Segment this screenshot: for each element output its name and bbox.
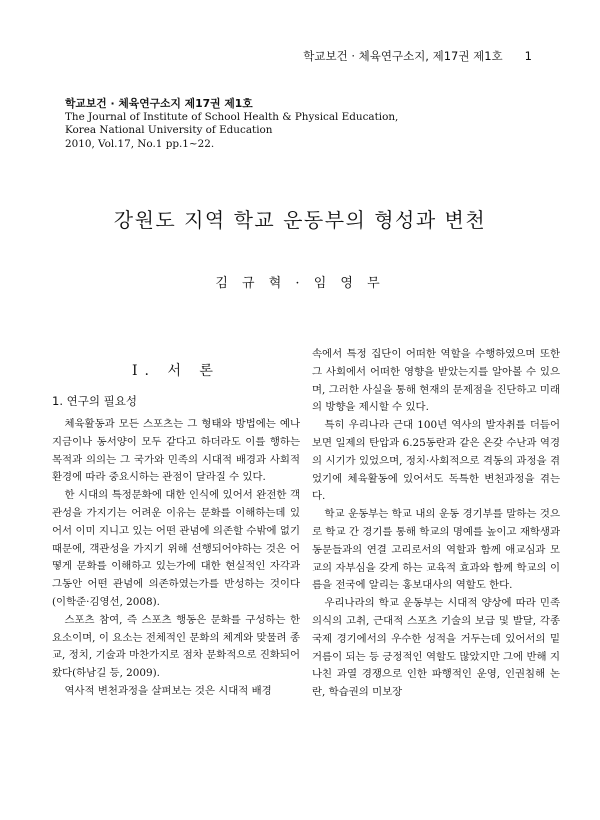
right-column — [312, 346, 560, 702]
paragraph: 역사적 변천과정을 살펴보는 것은 시대적 배경 — [64, 684, 272, 697]
paragraph: 속에서 특정 집단이 어떠한 역할을 수행하였으며 또한 그 사회에서 어떠한 영향을 받았는지를 알아볼 수 있으며, 그러한 사실을 통해 현재의 문제점을 진단하고 미래의 방향을 제시할 수 있다. — [312, 348, 560, 414]
paragraph: 한 시대의 특정문화에 대한 인식에 있어서 완전한 객관성을 가지기는 어려운 이유는 문화를 이해하는데 있어서 이미 지니고 있는 어떤 관념에 의존할 수밖에 없기 때문에, 객관성을 가지기 위해 선행되어야하는 것은 어떻게 문화를 이해하고 있는가에 대한 현실적인 자각과 그동안 어떤 관념에 의존하였는가를 반성하는 것이다(이학준·김영선, 2008). — [52, 489, 300, 608]
running-header — [303, 48, 532, 64]
subsection-heading: 1. 연구의 필요성 — [52, 394, 137, 408]
paragraph: 스포츠 참여, 즉 스포츠 행동은 문화를 구성하는 한 요소이며, 이 요소는 전체적인 문화의 체계와 맞물려 종교, 정치, 기술과 마찬가지로 점차 문화적으로 진화되어왔다(하남길 등, 2009). — [52, 613, 300, 680]
paragraph: 학교 운동부는 학교 내의 운동 경기부를 말하는 것으로 학교 간 경기를 통해 학교의 명예를 높이고 재학생과 동문들과의 연결 고리로서의 역할과 함께 애교심과 모교의 자부심을 갖게 하는 교육적 효과와 함께 학교의 이름을 전국에 알리는 홍보대사의 역할도 한다. — [312, 508, 560, 592]
paper-title: 강원도 지역 학교 운동부의 형성과 변천 — [113, 208, 487, 232]
paragraph: 특히 우리나라 근대 100년 역사의 발자취를 더듬어보면 일제의 탄압과 6.25동란과 같은 온갖 수난과 역경의 시기가 있었으며, 정치·사회적으로 격동의 과정을 겪었기에 체육활동에 있어서도 독특한 변천과정을 겪는다. — [312, 419, 560, 503]
journal-info — [65, 97, 398, 151]
section-heading: Ⅰ. 서 론 — [132, 363, 220, 379]
paragraph: 체육활동과 모든 스포츠는 그 형태와 방법에는 예나 지금이나 동서양이 모두 같다고 하더라도 이를 행하는 목적과 의의는 그 국가와 민족의 시대적 배경과 사회적 환경에 따라 중요시하는 관점이 달라질 수 있다. — [52, 418, 300, 484]
journal-korean-name: 학교보건 · 체육연구소지 제17권 제1호 — [65, 97, 253, 110]
journal-english-name: The Journal of Institute of School Health & Physical Education, — [65, 110, 399, 123]
left-column — [52, 346, 300, 701]
paper-authors: 김 규 혁 · 임 영 무 — [215, 276, 385, 291]
running-header-text: 학교보건 · 체육연구소지, 제17권 제1호 — [303, 49, 503, 63]
page-number: 1 — [524, 49, 532, 63]
journal-institution: Korea National University of Education — [65, 124, 273, 137]
paragraph: 우리나라의 학교 운동부는 시대적 양상에 따라 민족의식의 고취, 근대적 스포츠 기술의 보급 및 발달, 각종 국제 경기에서의 우수한 성적을 거두는데 있어서의 밑거름이 되는 등 긍정적인 역할도 많았지만 그에 반해 지나친 과열 경쟁으로 인한 파행적인 운영, 인권침해 논란, 학습권의 미보장 — [312, 597, 560, 699]
journal-citation: 2010, Vol.17, No.1 pp.1~22. — [65, 137, 215, 150]
